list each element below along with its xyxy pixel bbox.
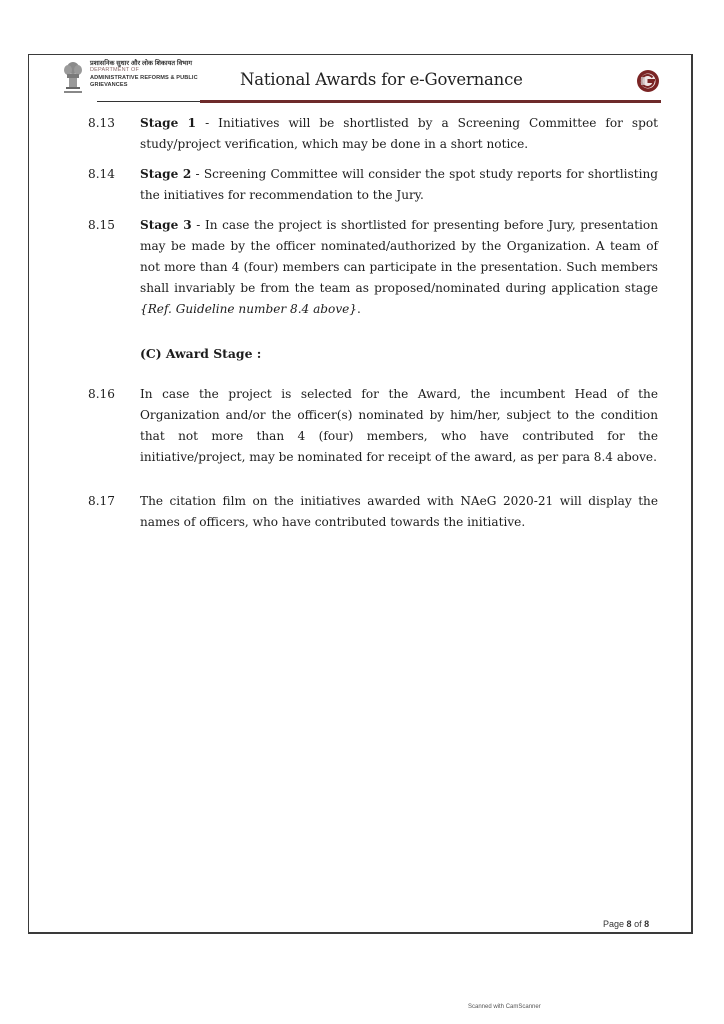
clause-8-14 <box>88 164 658 206</box>
clause-tail: . <box>357 302 361 316</box>
clause-number: 8.16 <box>88 387 115 401</box>
clause-body: - Initiatives will be shortlisted by a Screening Committee for spot study/project verification, which may be done in a short notice. <box>140 116 659 151</box>
page-number <box>603 919 649 929</box>
page-label: Page <box>603 919 625 929</box>
department-hindi: प्रशासनिक सुधार और लोक शिकायत विभाग <box>90 60 193 67</box>
clause-stage-label: Stage 1 <box>140 116 197 130</box>
clause-stage-label: Stage 2 <box>140 167 192 181</box>
header-rule-thin <box>97 101 207 102</box>
page-total: 8 <box>644 919 650 929</box>
clause-body: - In case the project is shortlisted for presenting before Jury, presentation may be made by the officer nominated/authorized by the Organization. A team of not more than 4 (four) members can participate in the presentation. Such members shall invariably be from the team as proposed/nominated during application stage <box>140 218 658 295</box>
page-of: of <box>634 919 642 929</box>
clause-text: The citation film on the initiatives awarded with NAeG 2020-21 will display the names of officers, who have contributed towards the initiative. <box>140 494 658 529</box>
clause-number: 8.13 <box>88 116 115 130</box>
clause-reference: {Ref. Guideline number 8.4 above} <box>140 302 357 316</box>
clause-text <box>140 113 658 155</box>
header-rule-thick <box>200 100 661 104</box>
clause-text: In case the project is selected for the Award, the incumbent Head of the Organization and/or the officer(s) nominated by him/her, subject to the condition that not more than 4 (four) members, who have contributed for the initiative/project, may be nominated for receipt of the award, as per para 8.4 above. <box>140 387 658 464</box>
department-line-1: DEPARTMENT OF <box>90 67 140 74</box>
clause-number: 8.17 <box>88 494 115 508</box>
clause-number: 8.14 <box>88 167 115 181</box>
department-line-3: GRIEVANCES <box>90 82 128 89</box>
scanner-watermark: Scanned with CamScanner <box>468 1004 541 1010</box>
clause-text <box>140 215 658 320</box>
clause-8-15 <box>88 215 658 320</box>
clause-stage-label: Stage 3 <box>140 218 192 232</box>
department-name <box>90 60 198 90</box>
clause-number: 8.15 <box>88 218 115 232</box>
clause-8-13 <box>88 113 658 155</box>
clause-8-17 <box>88 491 658 533</box>
naeg-logo-icon <box>636 69 660 93</box>
clause-text <box>140 164 658 206</box>
section-heading-award-stage: (C) Award Stage : <box>140 346 262 361</box>
header-title: National Awards for e-Governance <box>240 70 523 89</box>
page-current: 8 <box>626 919 632 929</box>
national-emblem-icon <box>60 60 86 96</box>
department-line-2: ADMINISTRATIVE REFORMS & PUBLIC <box>90 74 198 81</box>
clause-body: - Screening Committee will consider the spot study reports for shortlisting the initiatives for recommendation to the Jury. <box>140 167 658 202</box>
clause-8-16 <box>88 384 658 468</box>
